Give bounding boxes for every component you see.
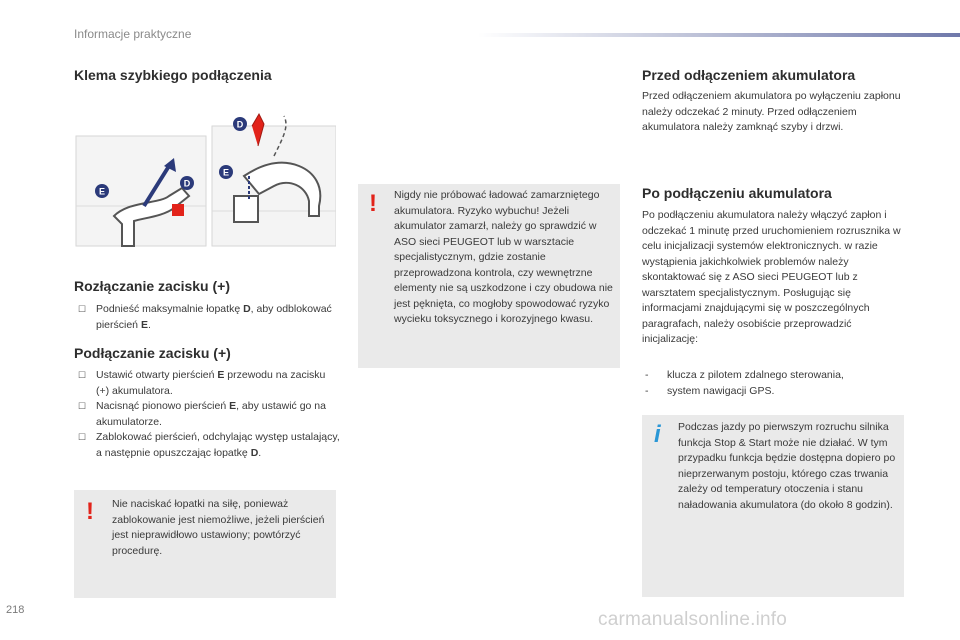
- label-d-left: [180, 176, 194, 190]
- warning-text: Nie naciskać łopatki na siłę, ponieważ zablokowanie jest niemożliwe, jeżeli pierścień jest nieprawidłowo ustawiony; powtórzyć procedurę.: [112, 498, 325, 557]
- connect-clamp-title: Podłączanie zacisku (+): [74, 345, 231, 361]
- battery-clamp-illustration: [74, 96, 336, 266]
- svg-text:E: E: [98, 186, 106, 197]
- label-d-top: [233, 117, 247, 131]
- exclamation-icon: !: [369, 190, 377, 217]
- info-icon: i: [654, 421, 661, 448]
- exclamation-icon: !: [86, 498, 94, 525]
- connect-steps: [74, 368, 340, 461]
- checkbox-bullet-icon: ☐: [78, 401, 87, 411]
- disconnect-clamp-title: Rozłączanie zacisku (+): [74, 278, 231, 294]
- clamp-warning-note: [74, 490, 336, 598]
- list-item: ☐ Podnieść maksymalnie łopatkę D, aby odblokować pierścień E.: [78, 303, 332, 331]
- page-number: 218: [6, 604, 25, 616]
- before-disconnect-title: Przed odłączeniem akumulatora: [642, 67, 856, 83]
- svg-text:D: D: [183, 178, 191, 189]
- label-e-left: [95, 184, 109, 198]
- list-item: ☐ Zablokować pierścień, odchylając występ ustalający, a następnie opuszczając łopatkę D.: [78, 431, 340, 459]
- after-connect-title: Po podłączeniu akumulatora: [642, 185, 832, 201]
- checkbox-bullet-icon: ☐: [78, 370, 87, 380]
- frozen-battery-warning: [358, 184, 620, 368]
- warning-text: Nigdy nie próbować ładować zamarzniętego akumulatora. Ryzyko wybuchu! Jeżeli akumulator zamarzł, należy go sprawdzić w ASO sieci PEUGEOT lub w warsztacie specjalistycznym, gdzie zostanie przeprowadzona kontrola, czy wewnętrzne elementy nie są uszkodzone i czy obudowa nie jest pęknięta, co mogłoby spowodować ryzyko wycieku toksycznego i korozyjnego kwasu.: [394, 189, 613, 325]
- disconnect-steps: [74, 302, 336, 333]
- stop-start-info-note: [642, 415, 904, 597]
- list-item: ☐ Ustawić otwarty pierścień E przewodu na zacisku (+) akumulatora.: [78, 369, 326, 397]
- header-rule: [478, 33, 960, 37]
- list-item: - system nawigacji GPS.: [645, 384, 775, 397]
- checkbox-bullet-icon: ☐: [78, 304, 87, 314]
- after-connect-text: Po podłączeniu akumulatora należy włączyć zapłon i odczekać 1 minutę przed uruchomieniem rozrusznika w celu inicjalizacji systemów elektronicznych. w razie wystąpienia jakichkolwiek problemów należy skontaktować się z ASO sieci PEUGEOT lub z warsztatem specjalistycznym. Posługując się informacjami znajdującymi się w poszczególnych paragrafach, należy osobiście przeprowadzić inicjalizację:: [642, 209, 901, 345]
- list-item: ☐ Nacisnąć pionowo pierścień E, aby ustawić go na akumulatorze.: [78, 400, 326, 428]
- page-header-title: Informacje praktyczne: [74, 27, 192, 41]
- watermark: carmanualsonline.info: [598, 609, 788, 630]
- before-disconnect-text: Przed odłączeniem akumulatora po wyłączeniu zapłonu należy odczekać 2 minuty. Przed odłączeniem akumulatora należy zamknąć szyby i drzwi.: [642, 90, 901, 133]
- svg-text:D: D: [236, 119, 244, 130]
- init-list: [642, 368, 908, 399]
- svg-text:E: E: [222, 167, 230, 178]
- quick-clamp-title: Klema szybkiego podłączenia: [74, 67, 272, 83]
- info-text: Podczas jazdy po pierwszym rozruchu silnika funkcja Stop & Start może nie działać. W tym przypadku funkcja będzie dostępna dopiero po nieprzerwanym postoju, którego czas trwania zależy od temperatury otoczenia i stanu naładowania akumulatora (do około 8 godzin).: [678, 421, 896, 511]
- label-e-right: [219, 165, 233, 179]
- checkbox-bullet-icon: ☐: [78, 432, 87, 442]
- list-item: - klucza z pilotem zdalnego sterowania,: [645, 369, 844, 381]
